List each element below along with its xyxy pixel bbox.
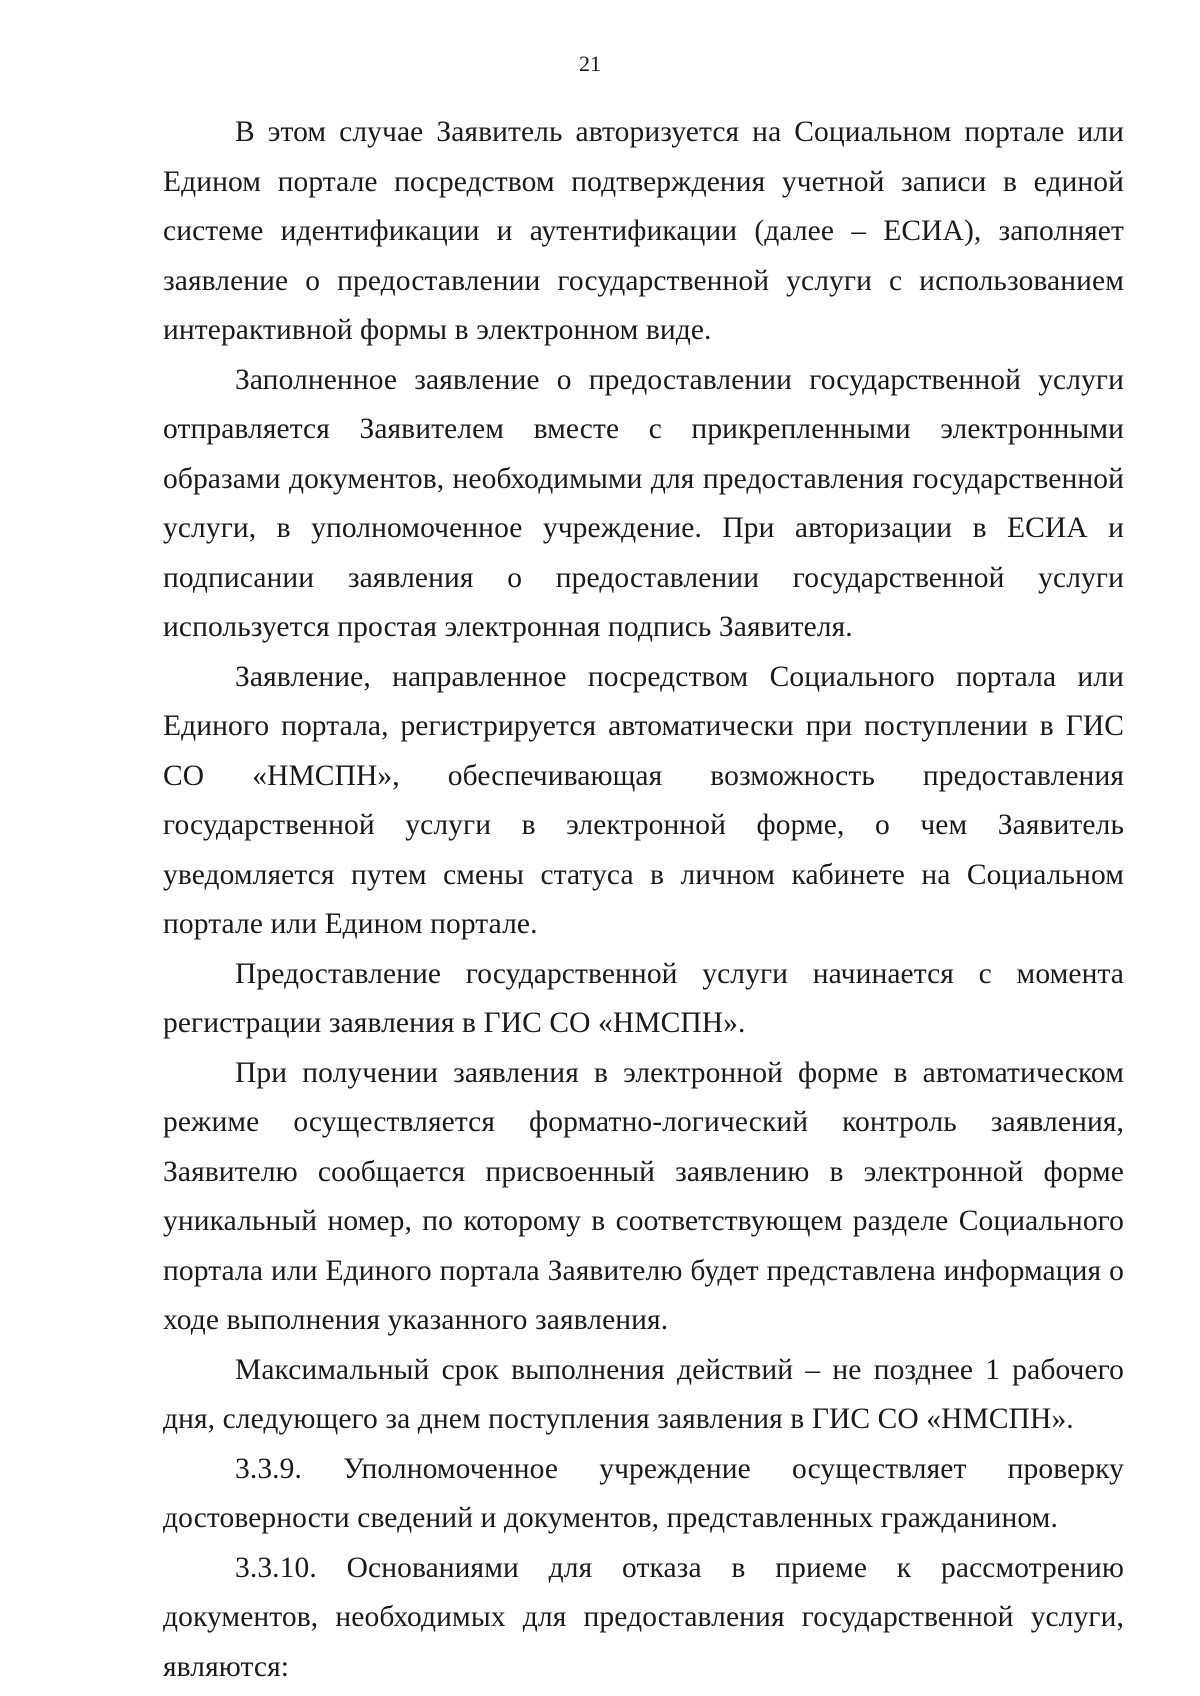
paragraph-esia-authorization: В этом случае Заявитель авторизуется на Социальном портале или Едином портале посредством подтверждения учетной записи в единой системе идентификации и аутентификации (далее – ЕСИА), заполняет заявление о предоставлении государственной услуги с использованием интерактивной формы в электронном виде. xyxy=(163,116,1124,346)
paragraph-application-submission: Заполненное заявление о предоставлении государственной услуги отправляется Заявителем вместе с прикрепленными электронными образами документов, необходимыми для предоставления государственной услуги, в уполномоченное учреждение. При авторизации в ЕСИА и подписании заявления о предоставлении государственной услуги используется простая электронная подпись Заявителя. xyxy=(163,363,1124,643)
page-number: 21 xyxy=(579,51,601,76)
paragraph-format-logic-control: При получении заявления в электронной форме в автоматическом режиме осуществляется форматно-логический контроль заявления, Заявителю сообщается присвоенный заявлению в электронной форме уникальный номер, по которому в соответствующем разделе Социального портала или Единого портала Заявителю будет представлена информация о ходе выполнения указанного заявления. xyxy=(163,1056,1124,1336)
paragraph-automatic-registration: Заявление, направленное посредством Социального портала или Единого портала, регистрируется автоматически при поступлении в ГИС СО «НМСПН», обеспечивающая возможность предоставления государственной услуги в электронной форме, о чем Заявитель уведомляется путем смены статуса в личном кабинете на Социальном портале или Едином портале. xyxy=(163,660,1124,940)
paragraph-section-3-3-9: 3.3.9. Уполномоченное учреждение осуществляет проверку достоверности сведений и документов, представленных гражданином. xyxy=(163,1452,1124,1534)
paragraph-maximum-term: Максимальный срок выполнения действий – не позднее 1 рабочего дня, следующего за днем поступления заявления в ГИС СО «НМСПН». xyxy=(163,1353,1124,1435)
paragraph-service-start: Предоставление государственной услуги начинается с момента регистрации заявления в ГИС СО «НМСПН». xyxy=(163,957,1124,1039)
paragraph-section-3-3-10: 3.3.10. Основаниями для отказа в приеме к рассмотрению документов, необходимых для предоставления государственной услуги, являются: xyxy=(163,1551,1124,1683)
document-body xyxy=(163,108,1124,1692)
